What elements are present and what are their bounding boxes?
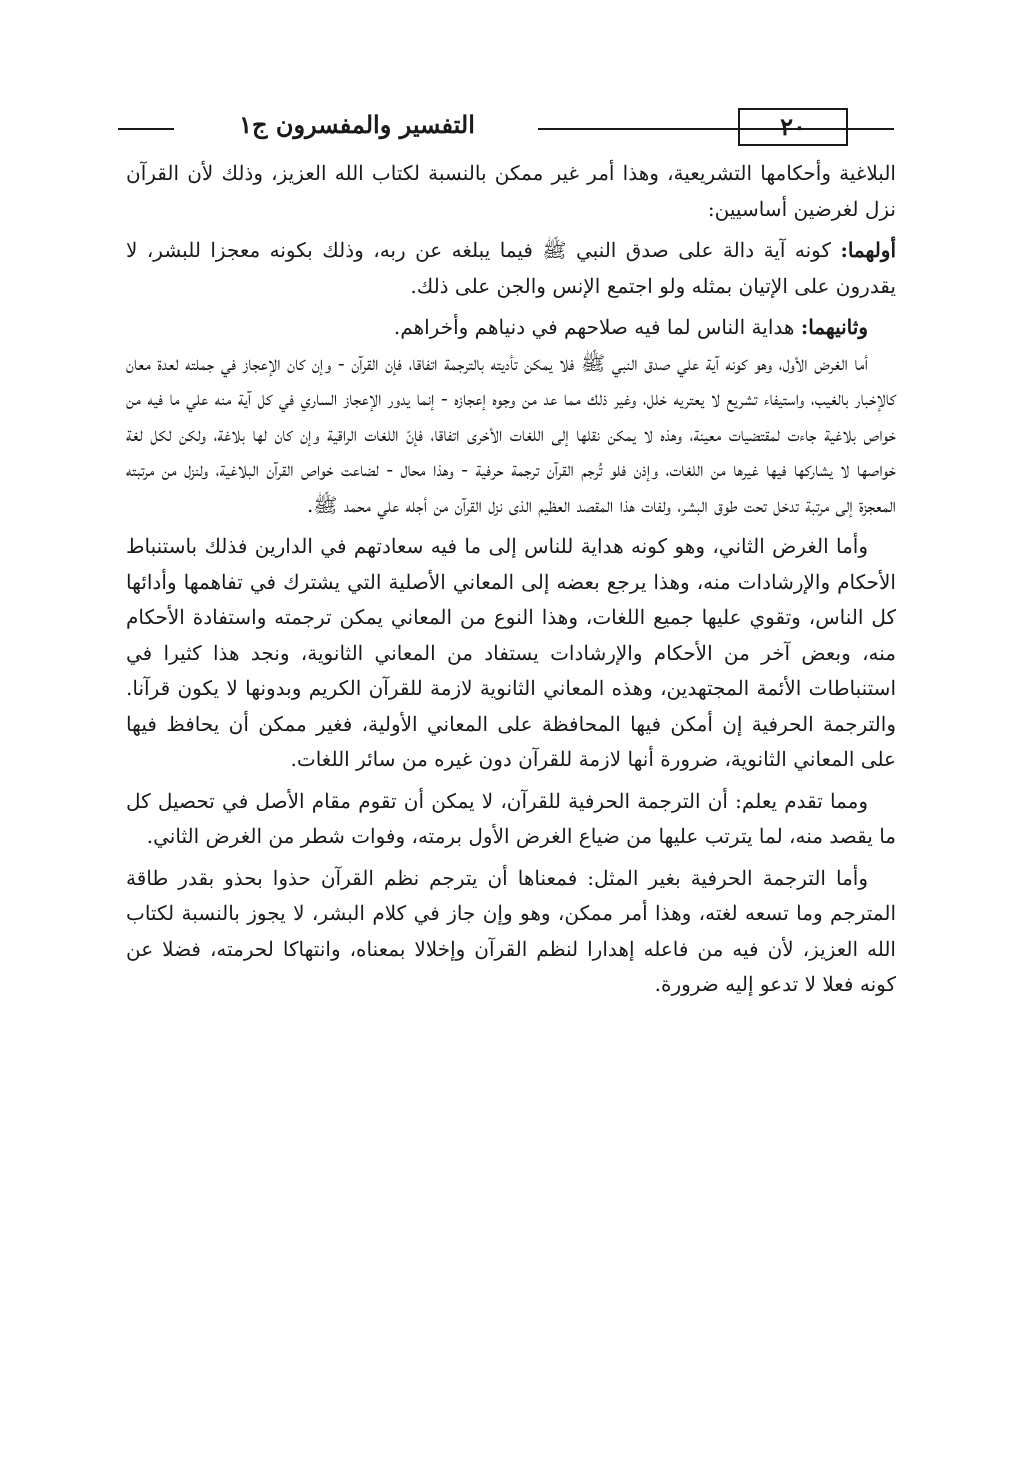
- paragraph: [126, 529, 896, 778]
- running-title: التفسير والمفسرون ج١: [239, 110, 475, 139]
- paragraph: [126, 861, 896, 1003]
- paragraph-text: ومما تقدم يعلم: أن الترجمة الحرفية للقرآن، لا يمكن أن تقوم مقام الأصل في تحصيل كل ما يقصد منه، لما يترتب عليها من ضياع الغرض الأول برمته، وفوات شطر من الغرض الثاني.: [126, 788, 896, 848]
- header-rule-left: [118, 128, 174, 130]
- paragraph-label: أولهما:: [840, 238, 897, 262]
- paragraph-text: وأما الترجمة الحرفية بغير المثل: فمعناها أن يترجم نظم القرآن حذوا بحذو بقدر طاقة المترجم وما تسعه لغته، وهذا أمر ممكن، وهو وإن جاز في كلام البشر، لا يجوز بالنسبة لكتاب الله العزيز، لأن فيه من فاعله إهدارا لنظم القرآن وإخلالا بمعناه، وانتهاكا لحرمته، فضلا عن كونه فعلا لا تدعو إليه ضرورة.: [126, 865, 896, 996]
- paragraph: [126, 346, 896, 524]
- paragraph-text: كونه آية دالة على صدق النبي ﷺ فيما يبلغه عن ربه، وذلك بكونه معجزا للبشر، لا يقدرون على الإتيان بمثله ولو اجتمع الإنس والجن على ذلك.: [126, 238, 896, 298]
- paragraph: [126, 784, 896, 855]
- paragraph-text: البلاغية وأحكامها التشريعية، وهذا أمر غير ممكن بالنسبة لكتاب الله العزيز، وذلك لأن القرآن نزل لغرضين أساسيين:: [126, 161, 896, 221]
- paragraph-text: أما الغرض الأول، وهو كونه آية علي صدق النبي ﷺ فلا يمكن تأديته بالترجمة اتفاقا، فإن القرآن - وإن كان الإعجاز في جملته لعدة معان كالإخبار بالغيب، واستيفاء تشريع لا يعتريه خلل، وغير ذلك مما عد من وجوه إعجازه - إنما يدور الإعجاز الساري في كل آية منه علي ما فيه من خواص بلاغية جاءت لمقتضيات معينة، وهذه لا يمكن نقلها إلى اللغات الأخرى اتفاقا، فإنّ اللغات الراقية وإن كان لها بلاغة، ولكن لكل لغة خواصها لا يشاركها فيها غيرها من اللغات، وإذن فلو تُرجم القرآن ترجمة حرفية - وهذا محال - لضاعت خواص القرآن البلاغية، ولنزل من مرتبته المعجزة إلى مرتبة تدخل تحت طوق البشر، ولفات هذا المقصد العظيم الذى نزل القرآن من أجله علي محمد ﷺ.: [126, 350, 896, 517]
- header-rule-right: [854, 128, 894, 130]
- paragraph-label: وثانيهما:: [800, 315, 868, 339]
- page-body: [126, 156, 896, 1003]
- paragraph-text: وأما الغرض الثاني، وهو كونه هداية للناس إلى ما فيه سعادتهم في الدارين فذلك باستنباط الأحكام والإرشادات منه، وهذا يرجع بعضه إلى المعاني الأصلية التي يشترك في تفاهمها وأدائها كل الناس، وتقوي عليها جميع اللغات، وهذا النوع من المعاني يمكن ترجمته واستفادة الأحكام منه، وبعض آخر من الأحكام والإرشادات يستفاد من المعاني الثانوية، ونجد هذا كثيرا في استنباطات الأئمة المجتهدين، وهذه المعاني الثانوية لازمة للقرآن الكريم وبدونها لا يكون قرآنا. والترجمة الحرفية إن أمكن فيها المحافظة على المعاني الأولية، فغير ممكن أن يحافظ فيها على المعاني الثانوية، ضرورة أنها لازمة للقرآن دون غيره من سائر اللغات.: [126, 534, 896, 771]
- paragraph: [126, 156, 896, 227]
- page-number: ٢٠: [738, 108, 848, 146]
- paragraph-text: هداية الناس لما فيه صلاحهم في دنياهم وأخراهم.: [393, 315, 795, 339]
- page-header: [118, 108, 894, 148]
- paragraph: [126, 310, 896, 346]
- paragraph: [126, 233, 896, 304]
